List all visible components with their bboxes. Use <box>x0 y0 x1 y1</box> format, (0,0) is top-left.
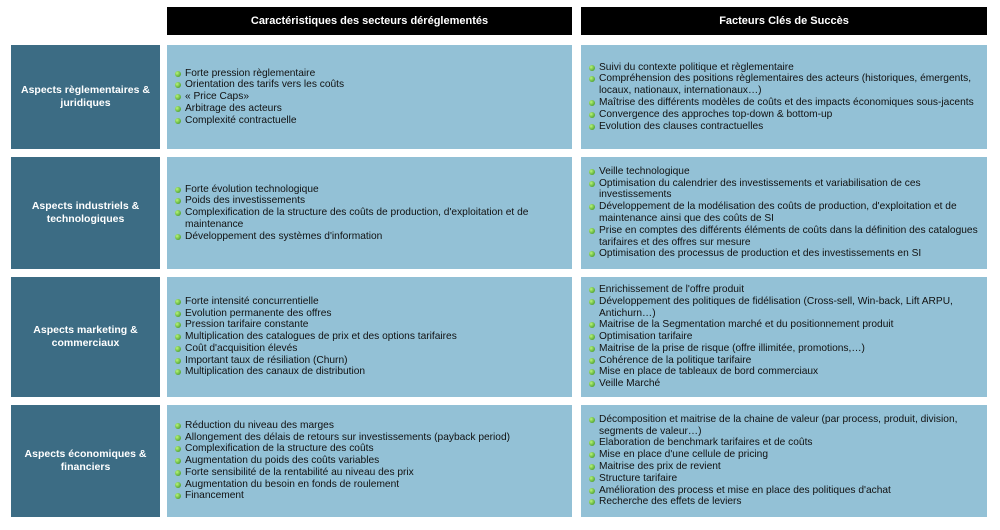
bullet-icon <box>589 299 595 305</box>
list-item <box>589 485 981 497</box>
item-text: Financement <box>185 490 244 502</box>
bullet-icon <box>175 470 181 476</box>
list-item <box>175 443 566 455</box>
list-item <box>589 437 981 449</box>
item-text: Réduction du niveau des marges <box>185 419 334 431</box>
item-text: Convergence des approches top-down & bottom-up <box>599 108 833 120</box>
cell-success-factors-economic <box>581 405 987 517</box>
item-text: Coût d'acquisition élevés <box>185 342 298 354</box>
item-text: Forte évolution technologique <box>185 183 319 195</box>
item-text: Complexification de la structure des coûts <box>185 443 374 455</box>
item-text: Mise en place de tableaux de bord commerciaux <box>599 366 819 378</box>
bullet-icon <box>175 82 181 88</box>
item-text: Complexité contractuelle <box>185 114 297 126</box>
item-text: Important taux de résiliation (Churn) <box>185 354 348 366</box>
list-item <box>589 461 981 473</box>
list-item <box>589 496 981 508</box>
bullet-icon <box>175 198 181 204</box>
item-text: « Price Caps» <box>185 91 249 103</box>
cell-success-factors-industrial <box>581 157 987 269</box>
row-label-industrial: Aspects industriels & technologiques <box>11 157 160 269</box>
list-item <box>175 420 566 432</box>
item-text: Orientation des tarifs vers les coûts <box>185 79 345 91</box>
list-item <box>589 109 981 121</box>
item-text: Enrichissement de l'offre produit <box>599 283 745 295</box>
bullet-icon <box>175 299 181 305</box>
item-text: Amélioration des process et mise en place des politiques d'achat <box>599 484 891 496</box>
item-text: Recherche des effets de leviers <box>599 496 742 508</box>
bullet-icon <box>175 458 181 464</box>
list-item <box>175 479 566 491</box>
item-text: Optimisation du calendrier des investissements et variabilisation de ces investissements <box>599 177 921 201</box>
list-item <box>175 103 566 115</box>
item-text: Complexification de la structure des coûts de production, d'exploitation et de maintenance <box>185 207 529 230</box>
bullet-icon <box>589 334 595 340</box>
row-label-economic: Aspects économiques & financiers <box>11 405 160 517</box>
item-text: Veille Marché <box>599 378 661 390</box>
list-item <box>589 97 981 109</box>
cell-characteristics-regulatory <box>167 45 572 149</box>
item-text: Maitrise de la prise de risque (offre illimitée, promotions,…) <box>599 342 865 354</box>
bullet-icon <box>175 435 181 441</box>
bullet-icon <box>175 210 181 216</box>
bullet-list <box>589 284 981 390</box>
list-item <box>589 355 981 367</box>
bullet-icon <box>589 112 595 118</box>
bullet-icon <box>175 71 181 77</box>
item-text: Maitrise des prix de revient <box>599 461 721 472</box>
list-item <box>589 319 981 331</box>
bullet-icon <box>175 106 181 112</box>
bullet-icon <box>589 228 595 234</box>
list-item <box>589 366 981 378</box>
bullet-icon <box>175 358 181 364</box>
item-text: Augmentation du besoin en fonds de roulement <box>185 478 400 490</box>
list-item <box>589 284 981 296</box>
list-item <box>175 355 566 367</box>
bullet-icon <box>589 358 595 364</box>
bullet-icon <box>589 488 595 494</box>
row-label-regulatory: Aspects règlementaires & juridiques <box>11 45 160 149</box>
list-item <box>175 455 566 467</box>
cell-characteristics-economic <box>167 405 572 517</box>
bullet-icon <box>589 464 595 470</box>
item-text: Développement des politiques de fidélisation (Cross-sell, Win-back, Lift ARPU, Antichurn…) <box>599 295 953 319</box>
list-item <box>589 62 981 74</box>
list-item <box>589 166 981 178</box>
bullet-icon <box>589 287 595 293</box>
list-item <box>175 231 566 243</box>
cell-success-factors-regulatory <box>581 45 987 149</box>
list-item <box>175 91 566 103</box>
bullet-icon <box>589 440 595 446</box>
list-item <box>589 449 981 461</box>
bullet-icon <box>589 251 595 257</box>
item-text: Optimisation des processus de production et des investissements en SI <box>599 248 922 260</box>
item-text: Cohérence de la politique tarifaire <box>599 354 752 366</box>
bullet-icon <box>589 100 595 106</box>
list-item <box>175 343 566 355</box>
bullet-icon <box>589 124 595 130</box>
item-text: Multiplication des canaux de distribution <box>185 366 366 378</box>
bullet-list <box>175 296 566 379</box>
list-item <box>175 296 566 308</box>
bullet-list <box>589 166 981 260</box>
list-item <box>175 331 566 343</box>
row-label-marketing: Aspects marketing & commerciaux <box>11 277 160 397</box>
cell-success-factors-marketing <box>581 277 987 397</box>
list-item <box>175 184 566 196</box>
item-text: Maîtrise des différents modèles de coûts et des impacts économiques sous-jacents <box>599 97 974 108</box>
item-text: Décomposition et maitrise de la chaine de valeur (par process, produit, division, segments de valeur…) <box>599 413 958 437</box>
list-item <box>589 296 981 320</box>
bullet-icon <box>589 181 595 187</box>
bullet-icon <box>175 311 181 317</box>
item-text: Forte pression règlementaire <box>185 67 316 79</box>
bullet-icon <box>175 346 181 352</box>
bullet-icon <box>589 204 595 210</box>
item-text: Allongement des délais de retours sur investissements (payback period) <box>185 431 511 443</box>
list-item <box>175 366 566 378</box>
item-text: Forte sensibilité de la rentabilité au niveau des prix <box>185 466 414 478</box>
bullet-icon <box>175 94 181 100</box>
bullet-icon <box>175 446 181 452</box>
bullet-icon <box>175 369 181 375</box>
item-text: Suivi du contexte politique et règlementaire <box>599 61 794 73</box>
item-text: Elaboration de benchmark tarifaires et de coûts <box>599 437 813 449</box>
item-text: Poids des investissements <box>185 195 306 207</box>
list-item <box>175 115 566 127</box>
list-item <box>175 319 566 331</box>
list-item <box>589 121 981 133</box>
cell-characteristics-industrial <box>167 157 572 269</box>
bullet-list <box>175 420 566 503</box>
list-item <box>175 467 566 479</box>
list-item <box>589 378 981 390</box>
item-text: Prise en comptes des différents éléments de coûts dans la définition des catalogues tarifaires et des offres sur mesure <box>599 224 978 248</box>
item-text: Maitrise de la Segmentation marché et du positionnement produit <box>599 319 894 331</box>
item-text: Compréhension des positions règlementaires des acteurs (historiques, émergents, locaux, nationaux, internationaux…) <box>599 73 972 97</box>
item-text: Arbitrage des acteurs <box>185 102 282 114</box>
header-key-success-factors: Facteurs Clés de Succès <box>581 7 987 35</box>
list-item <box>175 308 566 320</box>
list-item <box>175 195 566 207</box>
list-item <box>589 343 981 355</box>
list-item <box>589 414 981 438</box>
list-item <box>175 207 566 231</box>
bullet-icon <box>175 423 181 429</box>
list-item <box>589 331 981 343</box>
item-text: Optimisation tarifaire <box>599 331 693 343</box>
list-item <box>589 248 981 260</box>
item-text: Veille technologique <box>599 165 690 177</box>
bullet-icon <box>175 482 181 488</box>
item-text: Développement de la modélisation des coûts de production, d'exploitation et de maintenance ainsi que des coûts de SI <box>599 201 957 224</box>
bullet-list <box>175 184 566 243</box>
item-text: Pression tarifaire constante <box>185 319 309 331</box>
bullet-icon <box>589 381 595 387</box>
item-text: Mise en place d'une cellule de pricing <box>599 449 769 461</box>
list-item <box>589 73 981 97</box>
bullet-icon <box>589 322 595 328</box>
bullet-icon <box>175 234 181 240</box>
bullet-icon <box>175 334 181 340</box>
bullet-icon <box>589 169 595 175</box>
bullet-icon <box>589 369 595 375</box>
list-item <box>589 225 981 249</box>
bullet-icon <box>175 118 181 124</box>
header-characteristics: Caractéristiques des secteurs déréglementés <box>167 7 572 35</box>
item-text: Forte intensité concurrentielle <box>185 295 319 307</box>
bullet-icon <box>589 65 595 71</box>
item-text: Evolution permanente des offres <box>185 307 332 319</box>
bullet-icon <box>589 499 595 505</box>
list-item <box>175 68 566 80</box>
item-text: Développement des systèmes d'information <box>185 230 383 242</box>
bullet-icon <box>589 417 595 423</box>
cell-characteristics-marketing <box>167 277 572 397</box>
list-item <box>175 79 566 91</box>
item-text: Structure tarifaire <box>599 472 678 484</box>
bullet-icon <box>589 346 595 352</box>
bullet-list <box>175 68 566 127</box>
bullet-list <box>589 414 981 508</box>
item-text: Evolution des clauses contractuelles <box>599 120 764 132</box>
bullet-icon <box>589 476 595 482</box>
list-item <box>589 178 981 202</box>
list-item <box>589 201 981 225</box>
bullet-icon <box>589 76 595 82</box>
item-text: Multiplication des catalogues de prix et des options tarifaires <box>185 331 457 343</box>
list-item <box>589 473 981 485</box>
bullet-icon <box>175 493 181 499</box>
list-item <box>175 490 566 502</box>
bullet-icon <box>175 322 181 328</box>
bullet-icon <box>589 452 595 458</box>
item-text: Augmentation du poids des coûts variables <box>185 455 380 467</box>
bullet-list <box>589 62 981 133</box>
bullet-icon <box>175 187 181 193</box>
list-item <box>175 432 566 444</box>
